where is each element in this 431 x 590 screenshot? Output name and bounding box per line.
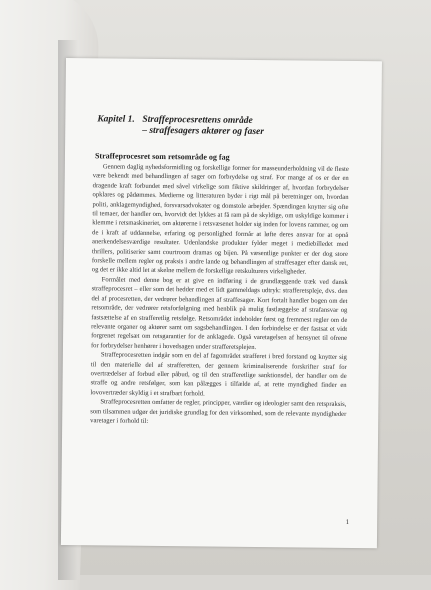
chapter-title-line1: Straffeprocesrettens område [142,114,253,126]
chapter-heading [97,114,367,138]
paragraph: Straffeprocesretten omfatter de regler, principper, værdier og ideologier samt den retspraksis, som tilsammen udgør det juridiske grundlag for den virksomhed, som de relevante myndigheder varetager i forhold til: [90,398,347,425]
section-heading: Straffeprocesret som retsområde og fag [94,151,230,162]
chapter-title-line2: – straffesagers aktører og faser [142,125,265,138]
book-page [61,58,382,548]
chapter-number: Kapitel 1. [97,114,135,125]
paragraph: Straffeprocesretten indgår som en del af fagområdet strafferet i bred forstand og knytter sig til den materielle del af strafferetten, der gennem kriminaliserende forskrifter straf for overtrædelser af forbud eller påbud, og til den strafferetlige sanktionsdel, der handler om de straffe og andre retsfølger, som kan pålægges i tilfælde af, at rette myndighed finder en lovovertræder skyldig i et strafbart forhold. [90,351,347,398]
paragraph: Gennem daglig nyhedsformidling og forskellige former for masseunderholdning vil de fleste være bekendt med behandlingen af sager om forbrydelse og straf. For mange af os er der en dragende kraft forbundet med såvel virkelige som fiktive skildringer af, hvordan forbrydelser opklares og pådømmes. Medierne og litteraturen byder i rigt mål på beretninger om, hvordan politi, anklagemyndighed, forsvarsadvokater og domstole arbejder. Spændingen knytter sig ofte til temaer, der handler om, hvorvidt det lykkes at få ram på de skyldige, om uskyldige kommer i klemme i retsmaskineriet, om aktørerne i retsvæsenet holder sig inden for lovens rammer, og om de i kraft af uddannelse, erfaring og personlighed formår at løfte deres ansvar for at opnå anerkendelsesværdige resultater. Udenlandske produkter fylder meget i mediebilledet med thrillers, politiserier samt courtroom dramas og bijen. På væsentlige punkter er der dog store forskelle mellem regler og praksis i andre lande og behandlingen af straffesager efter dansk ret, og det er ikke altid let at skelne mellem de forskellige retskulturers virkeligheder. [91,163,349,276]
page-number: 1 [345,517,350,526]
body-text [90,162,349,428]
chapter-title [142,115,367,139]
paragraph: Formålet med denne bog er at give en indføring i de grundlæggende træk ved dansk straffeprocesret – eller som det hedder med et lidt gammeldags udtryk: strafferetspleje, dvs. den del af procesretten, der vedrører behandlingen af straffesager. Kort fortalt handler bogen om det retsområde, der vedrører retsforfølgning med henblik på mulig fastlæggelse af strafansvar og fastsættelse af en strafferetlig retsfølge. Retsområdet indeholder først og fremmest regler om de relevante organer og aktører samt om sagsbehandlingen. I den forbindelse er der fastsat et vidt forgrenet regelsæt om retsgarantier for de anklagede. Også varetagelsen af hensynet til ofrene for forbrydelser henhører i hovedsagen under strafferetsplejen. [90,276,348,351]
